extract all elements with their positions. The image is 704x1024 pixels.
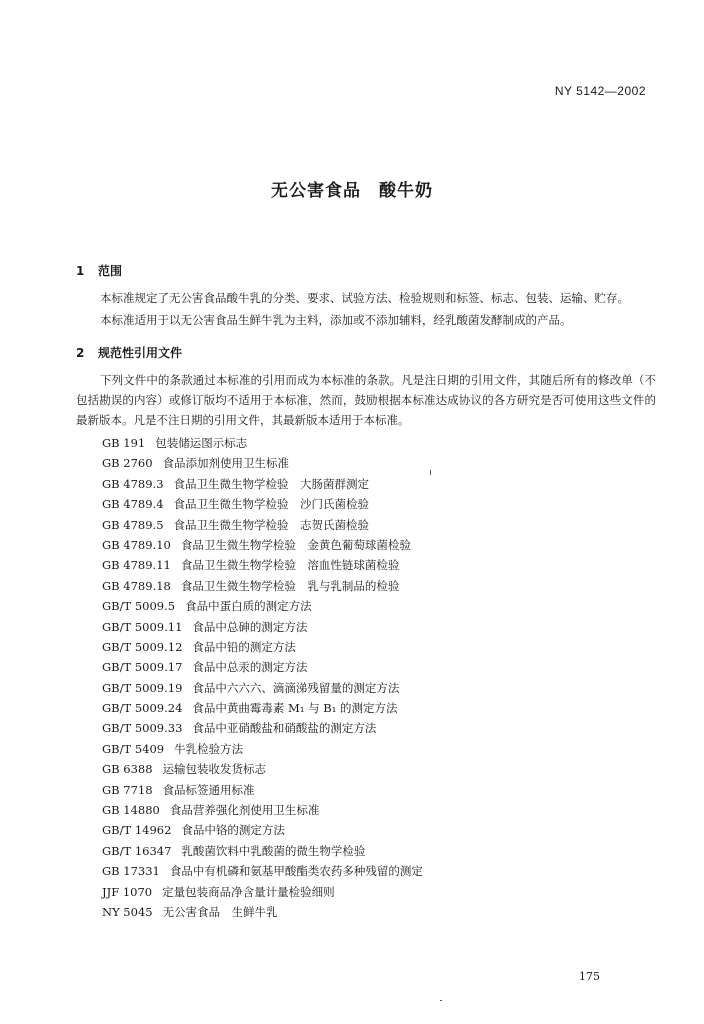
- reference-item: [102, 820, 662, 840]
- section-2-number: 2: [76, 346, 85, 360]
- reference-item: [102, 617, 662, 637]
- reference-title: 食品添加剂使用卫生标准: [162, 456, 290, 471]
- reference-item: [102, 433, 662, 453]
- reference-title: 食品卫生微生物学检验 金黄色葡萄球菌检验: [180, 537, 411, 552]
- reference-title: 食品中铬的测定方法: [181, 823, 285, 838]
- reference-title: 食品中亚硝酸盐和硝酸盐的测定方法: [192, 721, 377, 736]
- reference-title: 牛乳检验方法: [174, 741, 244, 756]
- reference-title: 包装储运图示标志: [155, 436, 248, 450]
- section-1-number: 1: [76, 264, 85, 278]
- reference-title: 食品卫生微生物学检验 乳与乳制品的检验: [180, 578, 400, 593]
- title-part-2: 酸牛奶: [379, 181, 433, 201]
- reference-item: [102, 678, 662, 698]
- scan-speck: [440, 1000, 442, 1001]
- references-intro: 下列文件中的条款通过本标准的引用而成为本标准的条款。凡是注日期的引用文件，其随后所有的修改单（不包括勘误的内容）或修订版均不适用于本标准，然而，鼓励根据本标准达成协议的各方研究是否可使用这些文件的最新版本。凡是不注日期的引用文件，其最新版本适用于本标准。: [76, 373, 656, 427]
- reference-item: [102, 780, 662, 800]
- reference-title: 食品卫生微生物学检验 沙门氏菌检验: [173, 497, 370, 512]
- reference-code: GB 7718: [102, 782, 153, 797]
- reference-code: GB/T 5009.24: [102, 701, 183, 716]
- page-number: 175: [579, 970, 600, 983]
- reference-title: 定量包装商品净含量计量检验细则: [162, 884, 335, 899]
- reference-code: GB/T 5009.17: [102, 660, 183, 675]
- reference-code: GB/T 5009.5: [102, 599, 176, 614]
- reference-title: 食品营养强化剂使用卫生标准: [169, 803, 320, 818]
- reference-title: 食品中总砷的测定方法: [192, 619, 308, 634]
- reference-title: 食品中总汞的测定方法: [192, 660, 308, 675]
- reference-item: [102, 718, 662, 738]
- reference-code: GB 191: [102, 436, 146, 450]
- reference-item: [102, 861, 662, 881]
- title-part-1: 无公害食品: [271, 181, 361, 201]
- reference-title: 无公害食品 生鲜牛乳: [162, 904, 278, 919]
- reference-list: [102, 433, 662, 922]
- reference-item: [102, 535, 662, 555]
- section-2-heading: [76, 344, 182, 361]
- reference-code: GB 4789.10: [102, 537, 171, 552]
- reference-code: GB 17331: [102, 864, 160, 879]
- reference-code: GB 4789.11: [102, 558, 171, 573]
- reference-title: 食品中铅的测定方法: [192, 639, 296, 654]
- section-2-title: 规范性引用文件: [98, 346, 183, 360]
- reference-code: GB/T 5409: [102, 741, 165, 756]
- reference-code: GB 2760: [102, 456, 153, 471]
- reference-code: GB/T 5009.19: [102, 680, 183, 695]
- reference-title: 运输包装收发货标志: [162, 762, 267, 777]
- reference-code: GB 6388: [102, 762, 153, 777]
- reference-title: 乳酸菌饮料中乳酸菌的微生物学检验: [181, 843, 366, 858]
- reference-item: [102, 576, 662, 596]
- reference-code: GB 4789.18: [102, 578, 171, 593]
- reference-title: 食品标签通用标准: [162, 782, 255, 797]
- reference-title: 食品卫生微生物学检验 大肠菌群测定: [173, 476, 370, 491]
- section-1-title: 范围: [98, 264, 123, 278]
- reference-code: GB 4789.3: [102, 476, 164, 491]
- scope-paragraph-1: 本标准规定了无公害食品酸牛乳的分类、要求、试验方法、检验规则和标签、标志、包装、运输、贮存。: [100, 291, 629, 305]
- scan-speck: [430, 470, 431, 475]
- reference-code: GB 4789.4: [102, 497, 164, 512]
- reference-item: [102, 637, 662, 657]
- reference-code: GB 4789.5: [102, 517, 164, 532]
- reference-title: 食品卫生微生物学检验 溶血性链球菌检验: [180, 558, 400, 573]
- reference-item: [102, 841, 662, 861]
- reference-code: GB/T 5009.12: [102, 639, 183, 654]
- reference-item: [102, 657, 662, 677]
- reference-item: [102, 555, 662, 575]
- section-1-heading: [76, 262, 122, 279]
- reference-code: JJF 1070: [102, 884, 153, 899]
- reference-code: NY 5045: [102, 904, 153, 919]
- document-title: [0, 176, 704, 201]
- reference-code: GB/T 16347: [102, 843, 172, 858]
- reference-title: 食品中六六六、滴滴涕残留量的测定方法: [192, 680, 400, 695]
- reference-code: GB/T 5009.11: [102, 619, 183, 634]
- reference-item: [102, 698, 662, 718]
- reference-item: [102, 739, 662, 759]
- reference-item: [102, 902, 662, 922]
- standard-code: NY 5142—2002: [554, 84, 646, 98]
- reference-item: [102, 494, 662, 514]
- reference-code: GB/T 14962: [102, 823, 172, 838]
- reference-code: GB/T 5009.33: [102, 721, 183, 736]
- reference-item: [102, 474, 662, 494]
- reference-title: 食品中蛋白质的测定方法: [185, 599, 312, 614]
- reference-item: [102, 596, 662, 616]
- reference-item: [102, 882, 662, 902]
- reference-item: [102, 515, 662, 535]
- reference-item: [102, 759, 662, 779]
- reference-item: [102, 453, 662, 473]
- reference-title: 食品中黄曲霉毒素 M₁ 与 B₁ 的测定方法: [192, 701, 398, 716]
- reference-title: 食品中有机磷和氨基甲酸酯类农药多种残留的测定: [169, 864, 423, 879]
- reference-item: [102, 800, 662, 820]
- scope-paragraph-2: 本标准适用于以无公害食品生鲜牛乳为主料，添加或不添加辅料，经乳酸菌发酵制成的产品。: [100, 313, 572, 327]
- reference-title: 食品卫生微生物学检验 志贺氏菌检验: [173, 517, 370, 532]
- reference-code: GB 14880: [102, 803, 160, 818]
